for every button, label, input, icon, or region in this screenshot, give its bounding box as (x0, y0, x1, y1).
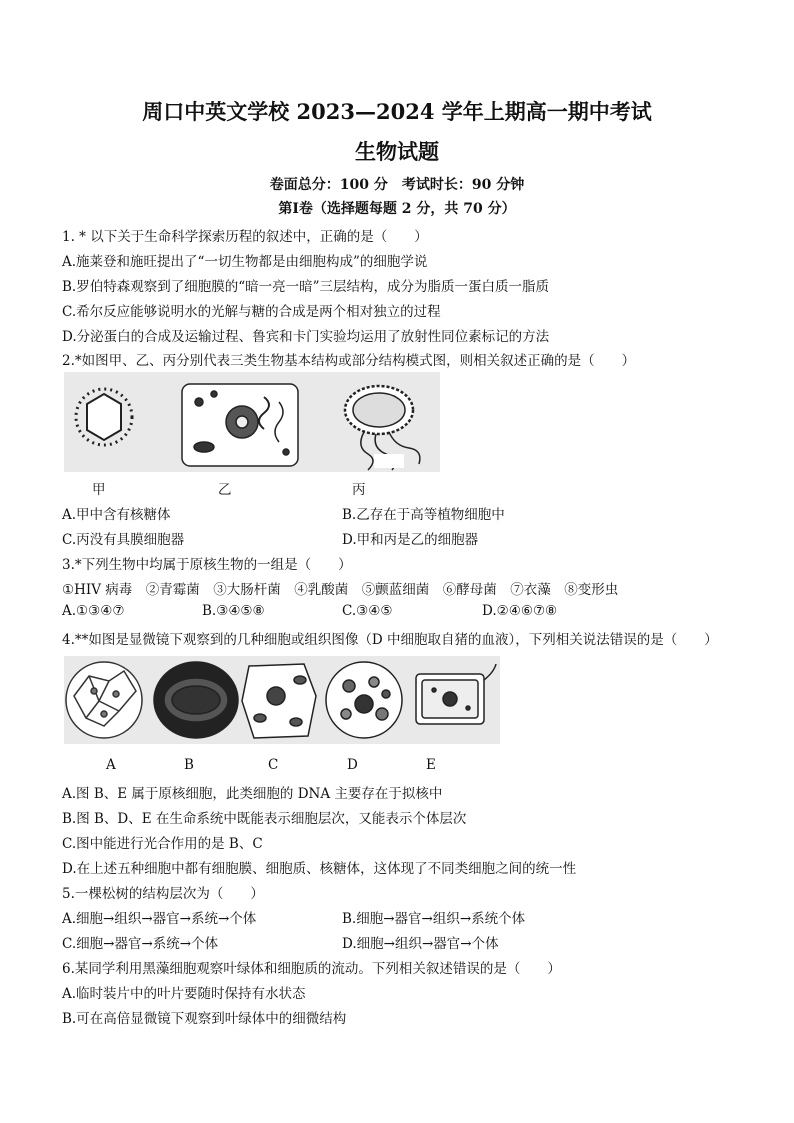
q1-option-c: C.希尔反应能够说明水的光解与糖的合成是两个相对独立的过程 (62, 304, 441, 320)
q2-stem: 2.*如图甲、乙、丙分别代表三类生物基本结构或部分结构模式图，则相关叙述正确的是（ ） (62, 353, 636, 369)
q3-option-a: A.①③④⑦ (62, 603, 125, 619)
q5-option-b: B.细胞→器官→组织→系统个体 (342, 911, 526, 927)
cell-b-figure (154, 662, 238, 738)
q4-figure (64, 656, 500, 744)
q4-label-e: E (426, 757, 436, 773)
q4-stem: 4.**如图是显微镜下观察到的几种细胞或组织图像（D 中细胞取自猪的血液），下列相关说法错误的是（ ） (62, 632, 718, 648)
cell-c-figure (242, 664, 316, 738)
q4-label-a: A (106, 757, 116, 773)
q3-option-b: B.③④⑤⑧ (202, 603, 265, 619)
eukaryotic-cell-figure (182, 384, 298, 466)
q4-option-c: C.图中能进行光合作用的是 B、C (62, 836, 263, 852)
tissue-a-figure (66, 662, 142, 738)
q4-option-d: D.在上述五种细胞中都有细胞膜、细胞质、核糖体，这体现了不同类细胞之间的统一性 (62, 861, 577, 877)
cell-d-figure (326, 662, 402, 738)
q2-label-jia: 甲 (92, 482, 106, 498)
cell-e-figure (416, 664, 496, 724)
q2-option-d: D.甲和丙是乙的细胞器 (342, 532, 479, 548)
q5-option-a: A.细胞→组织→器官→系统→个体 (62, 911, 257, 927)
q5-stem: 5.一棵松树的结构层次为（ ） (62, 886, 264, 902)
virus-figure (76, 389, 132, 445)
q6-stem: 6.某同学利用黑藻细胞观察叶绿体和细胞质的流动。下列相关叙述错误的是（ ） (62, 961, 561, 977)
exam-subject: 生物试题 (355, 139, 439, 164)
q2-label-yi: 乙 (218, 482, 232, 498)
q2-figure (64, 372, 440, 472)
q4-label-d: D (347, 757, 358, 773)
q1-stem: 1. * 以下关于生命科学探索历程的叙述中，正确的是（ ） (62, 229, 428, 245)
q1-option-a: A.施莱登和施旺提出了“一切生物都是由细胞构成”的细胞学说 (62, 254, 428, 270)
q5-option-d: D.细胞→组织→器官→个体 (342, 936, 499, 952)
q2-option-a: A.甲中含有核糖体 (62, 507, 171, 523)
q2-option-c: C.丙没有具膜细胞器 (62, 532, 185, 548)
q4-option-a: A.图 B、E 属于原核细胞，此类细胞的 DNA 主要存在于拟核中 (62, 786, 443, 802)
q4-label-c: C (268, 757, 279, 773)
exam-meta: 卷面总分：100 分 考试时长：90 分钟 (269, 177, 525, 193)
q5-option-c: C.细胞→器官→系统→个体 (62, 936, 219, 952)
q1-option-b: B.罗伯特森观察到了细胞膜的“暗一亮一暗”三层结构，成分为脂质一蛋白质一脂质 (62, 279, 550, 295)
q6-option-a: A.临时装片中的叶片要随时保持有水状态 (62, 986, 306, 1002)
q3-option-d: D.②④⑥⑦⑧ (482, 603, 558, 619)
q3-stem: 3.*下列生物中均属于原核生物的一组是（ ） (62, 557, 352, 573)
q3-items: ①HIV 病毒 ②青霉菌 ③大肠杆菌 ④乳酸菌 ⑤颤蓝细菌 ⑥酵母菌 ⑦衣藻 ⑧变形虫 (62, 582, 619, 598)
q2-label-bing: 丙 (352, 482, 366, 498)
section-heading: 第Ⅰ卷（选择题每题 2 分，共 70 分） (278, 201, 516, 217)
q2-option-b: B.乙存在于高等植物细胞中 (342, 507, 505, 523)
q1-option-d: D.分泌蛋白的合成及运输过程、鲁宾和卡门实验均运用了放射性同位素标记的方法 (62, 329, 550, 345)
q6-option-b: B.可在高倍显微镜下观察到叶绿体中的细微结构 (62, 1011, 347, 1027)
exam-title: 周口中英文学校 2023—2024 学年上期高一期中考试 (142, 99, 652, 124)
q4-option-b: B.图 B、D、E 在生命系统中既能表示细胞层次，又能表示个体层次 (62, 811, 467, 827)
q3-option-c: C.③④⑤ (342, 603, 393, 619)
q4-label-b: B (184, 757, 194, 773)
